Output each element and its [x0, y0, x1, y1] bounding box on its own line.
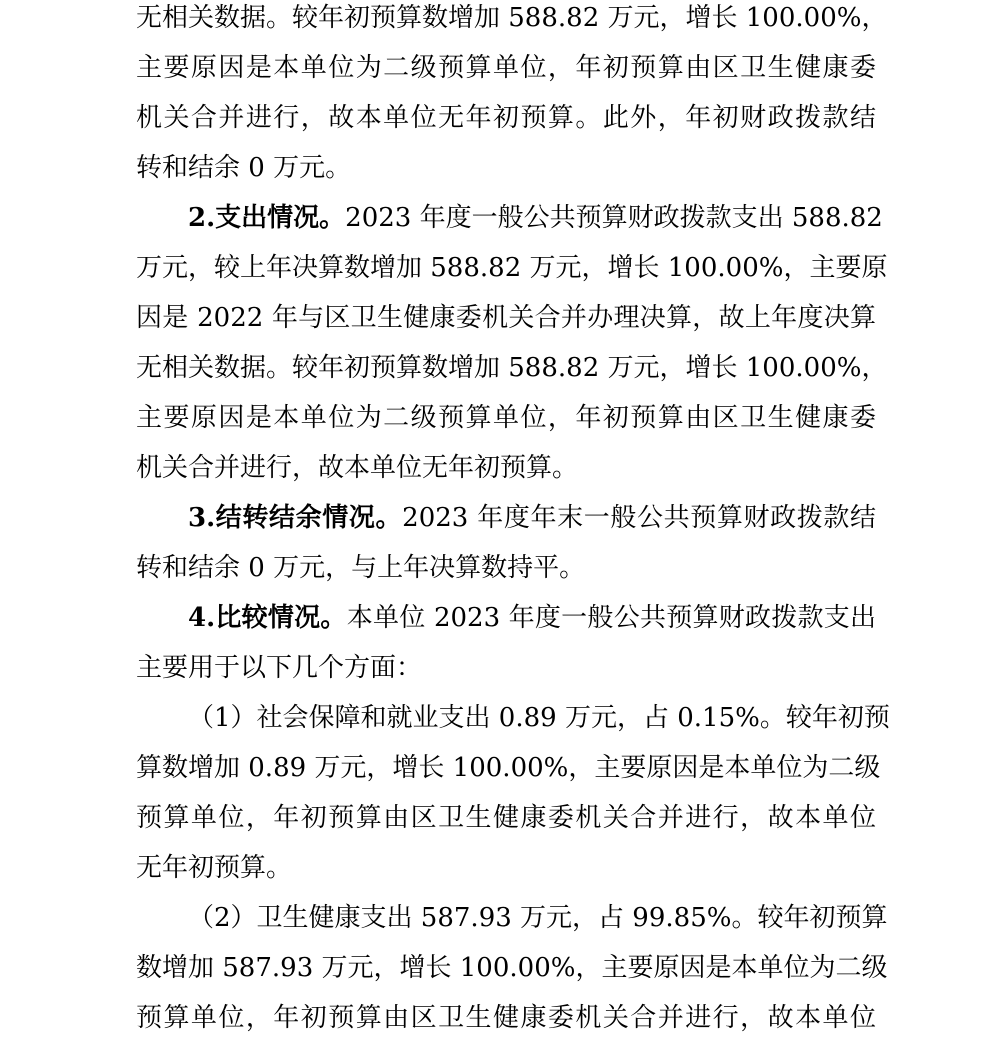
section-text: 2023 年度年末一般公共预算财政拨款结 — [402, 503, 876, 533]
paragraph-line: 算数增加 0.89 万元，增长 100.00%，主要原因是本单位为二级 — [136, 753, 881, 783]
paragraph-line: 因是 2022 年与区卫生健康委机关合并办理决算，故上年度决算 — [136, 303, 876, 333]
section-heading: 3.结转结余情况。 — [188, 503, 403, 533]
paragraph-line: 无相关数据。较年初预算数增加 588.82 万元，增长 100.00%， — [136, 353, 888, 383]
paragraph-line: 主要原因是本单位为二级预算单位，年初预算由区卫生健康委 — [136, 403, 876, 433]
section-comparison-first-line — [188, 601, 876, 635]
section-text: 本单位 2023 年度一般公共预算财政拨款支出 — [346, 603, 876, 633]
section-heading: 2.支出情况。 — [188, 203, 346, 233]
paragraph-line: 预算单位，年初预算由区卫生健康委机关合并进行，故本单位 — [136, 1003, 876, 1033]
section-text: 2023 年度一般公共预算财政拨款支出 588.82 — [345, 203, 883, 233]
section-heading: 4.比较情况。 — [188, 603, 347, 633]
paragraph-line: 主要用于以下几个方面： — [136, 653, 423, 683]
paragraph-line: 转和结余 0 万元。 — [136, 153, 352, 183]
paragraph-line: 机关合并进行，故本单位无年初预算。此外，年初财政拨款结 — [136, 103, 876, 133]
paragraph-line: 机关合并进行，故本单位无年初预算。 — [136, 453, 579, 483]
paragraph-line: 无年初预算。 — [136, 853, 293, 883]
section-expenditure-first-line — [188, 201, 883, 235]
list-item-first-line: （1）社会保障和就业支出 0.89 万元，占 0.15%。较年初预 — [188, 703, 890, 733]
list-item-first-line: （2）卫生健康支出 587.93 万元，占 99.85%。较年初预算 — [188, 903, 888, 933]
paragraph-line: 万元，较上年决算数增加 588.82 万元，增长 100.00%，主要原 — [136, 253, 888, 283]
section-carryover-first-line — [188, 501, 876, 535]
paragraph-line: 数增加 587.93 万元，增长 100.00%，主要原因是本单位为二级 — [136, 953, 888, 983]
paragraph-line: 无相关数据。较年初预算数增加 588.82 万元，增长 100.00%， — [136, 3, 888, 33]
paragraph-line: 预算单位，年初预算由区卫生健康委机关合并进行，故本单位 — [136, 803, 876, 833]
paragraph-line: 主要原因是本单位为二级预算单位，年初预算由区卫生健康委 — [136, 53, 876, 83]
paragraph-line: 转和结余 0 万元，与上年决算数持平。 — [136, 553, 586, 583]
